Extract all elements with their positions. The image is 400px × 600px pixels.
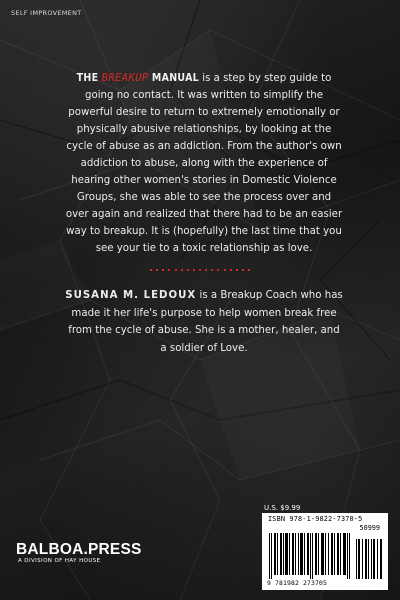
barcode-bars [265, 533, 385, 579]
isbn-text: ISBN 978-1-9822-7370-5 [268, 515, 363, 523]
publisher-subtitle: A DIVISION OF HAY HOUSE [18, 558, 101, 564]
author-bio [64, 287, 344, 357]
title-breakup: BREAKUP [101, 72, 149, 84]
price-label: U.S. $9.99 [264, 504, 301, 512]
title-manual: MANUAL [151, 72, 200, 84]
supplement-number: 50999 [359, 524, 380, 532]
barcode [262, 513, 388, 590]
barcode-digits: 9 781982 273705 [267, 579, 327, 587]
title-the: THE [76, 72, 99, 84]
dotted-divider [150, 269, 250, 271]
publisher-name: BALBOA.PRESS [16, 541, 142, 558]
description-text: is a step by step guide to going no contact. It was written to simplify the powerful desire to return to extremely emotionally or physically abusive relationships, by looking at the cycle of abuse as an addiction. From the author's own addiction to abuse, along with the experience of hearing other women's stories in Domestic Violence Groups, she was able to see the process over and over again and realized that there had to be an easier way to breakup. It is (hopefully) the last time that you see your tie to a toxic relationship as love. [65, 73, 343, 254]
publisher-logo [16, 541, 142, 564]
author-name: SUSANA M. LEDOUX [65, 290, 197, 301]
category-label: SELF IMPROVEMENT [11, 9, 82, 17]
author-bio-text: is a Breakup Coach who has made it her life's purpose to help women break free from the cycle of abuse. She is a mother, healer, and a soldier of Love. [68, 290, 343, 354]
book-description [64, 70, 344, 257]
